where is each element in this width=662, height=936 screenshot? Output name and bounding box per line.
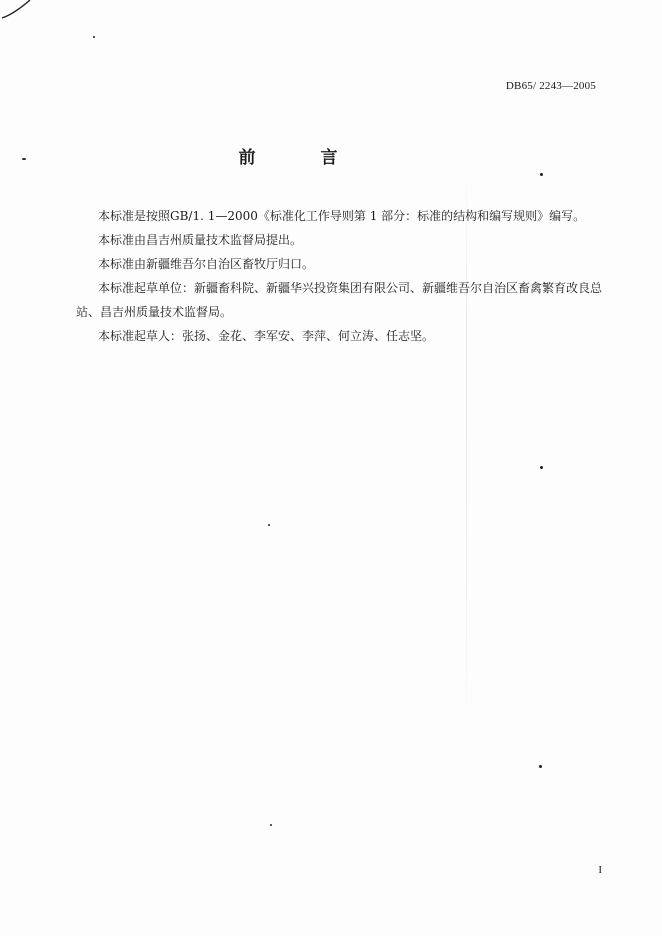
standard-number: DB65/ 2243—2005 — [505, 80, 596, 92]
paragraph-administrator: 本标准由新疆维吾尔自治区畜牧厅归口。 — [98, 257, 315, 271]
scan-speck — [93, 36, 95, 38]
paragraph-drafting-units: 本标准起草单位：新疆畜科院、新疆华兴投资集团有限公司、新疆维吾尔自治区畜禽繁育改良总站、昌吉州质量技术监督局。 — [76, 281, 603, 319]
paragraph-proposer: 本标准由昌吉州质量技术监督局提出。 — [98, 233, 303, 247]
scan-speck — [540, 173, 543, 176]
scan-speck — [540, 466, 543, 469]
scan-speck — [539, 765, 542, 768]
foreword-body — [76, 204, 616, 348]
paragraph-drafters: 本标准起草人：张扬、金花、李军安、李萍、何立涛、任志坚。 — [98, 329, 435, 343]
page-title: 前 言 — [238, 148, 362, 168]
scan-speck — [270, 824, 272, 826]
scan-speck — [268, 524, 270, 526]
paragraph-basis: 本标准是按照GB/1. 1—2000《标准化工作导则第 1 部分：标准的结构和编写规则》编写。 — [98, 209, 586, 223]
scan-corner-mark — [0, 0, 40, 30]
scan-speck — [22, 158, 26, 160]
page-number: I — [598, 864, 602, 876]
